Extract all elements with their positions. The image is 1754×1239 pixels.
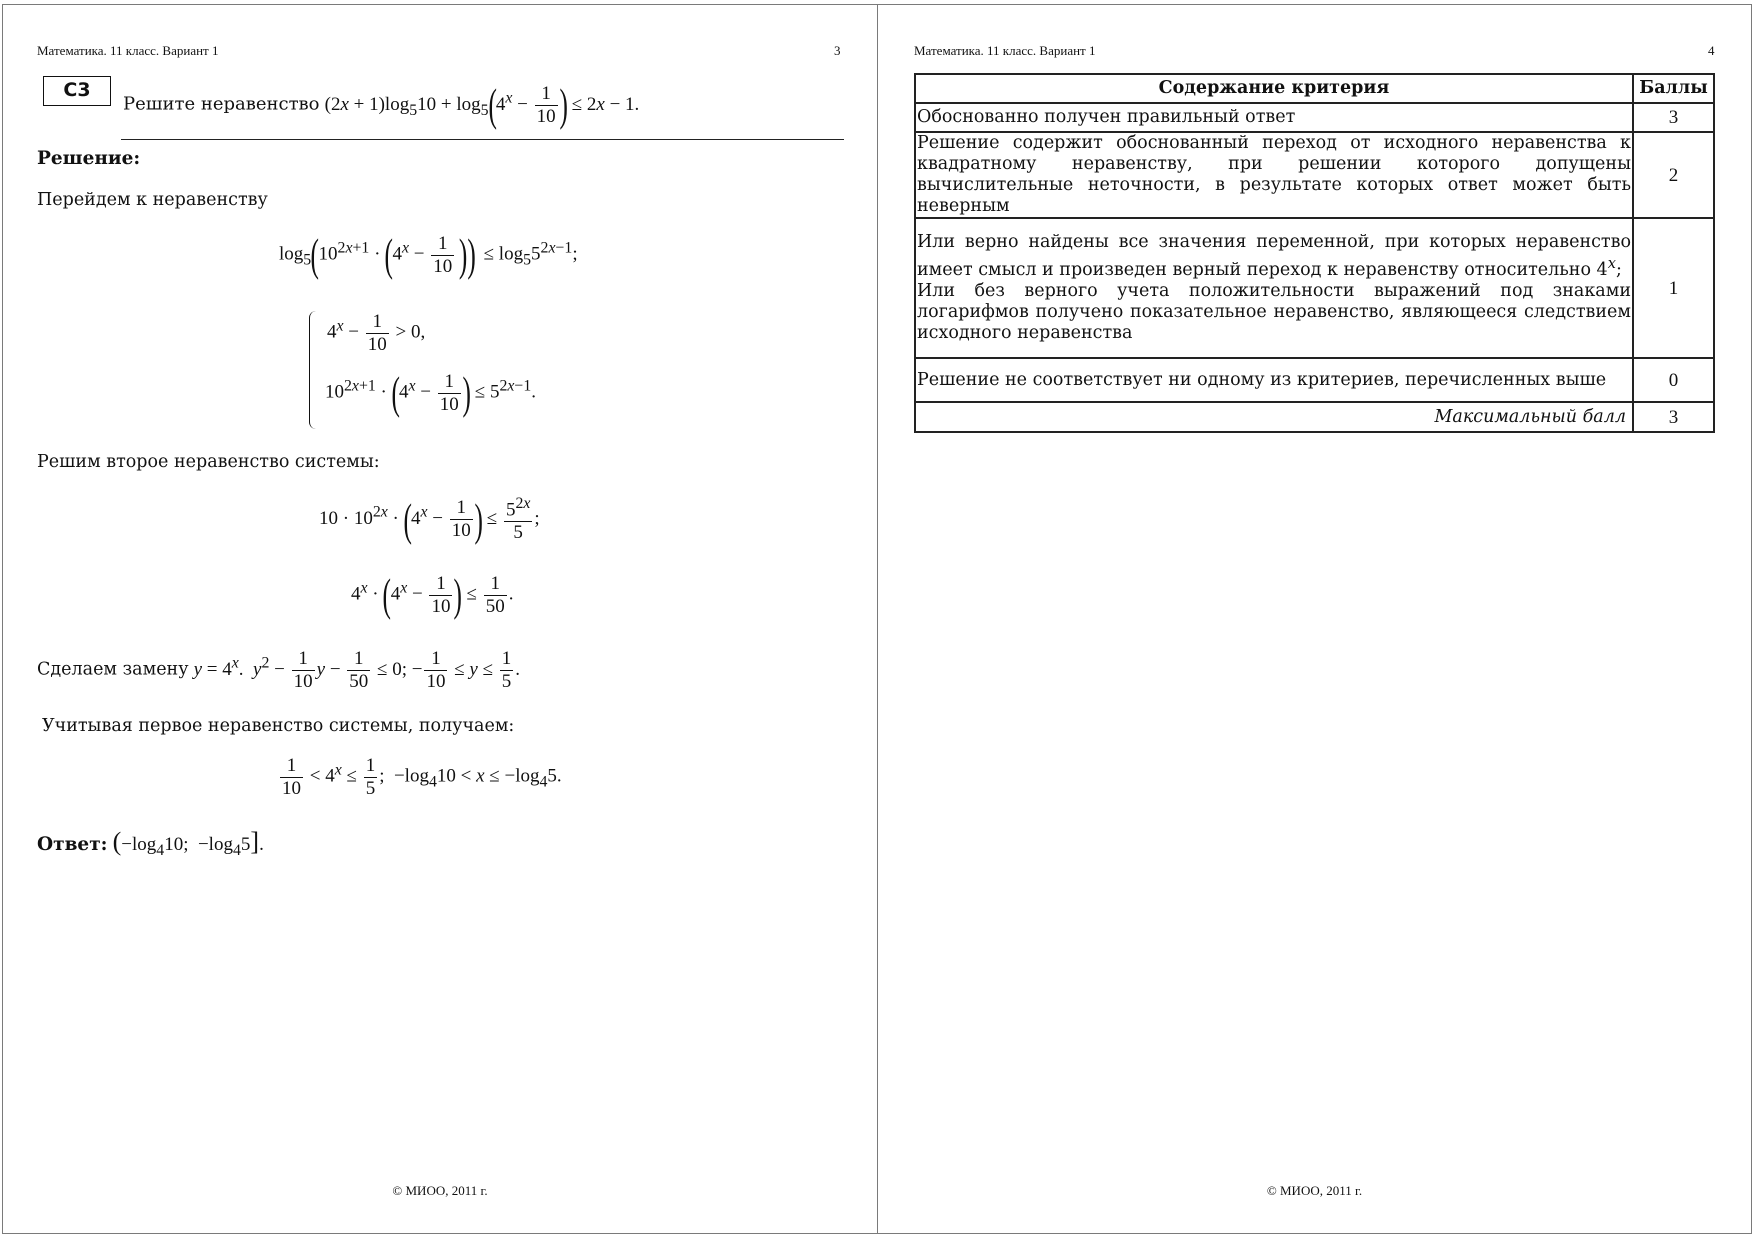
step-text-3: Сделаем замену xyxy=(37,659,189,680)
page-header: Математика. 11 класс. Вариант 1 xyxy=(37,43,219,58)
criterion-text-b: Или без верного учета положительности выражений под знаками логарифмов получено показательное неравенство, являющееся следствием исходного неравенства xyxy=(917,280,1631,343)
step-text-4: Учитывая первое неравенство системы, получаем: xyxy=(42,716,515,736)
answer-formula: ($-\log_410$; $-\log_45$]. xyxy=(112,827,264,859)
table-row xyxy=(915,103,1714,132)
page-4 xyxy=(877,4,1752,1234)
page-number: 4 xyxy=(1708,43,1715,58)
max-score-value: 3 xyxy=(1633,402,1714,432)
substitution-line xyxy=(37,648,520,693)
answer-label: Ответ: xyxy=(37,834,108,855)
table-row xyxy=(915,358,1714,402)
criterion-points: 2 xyxy=(1633,132,1714,218)
page-header: Математика. 11 класс. Вариант 1 xyxy=(914,43,1096,58)
criterion-text: Решение содержит обоснованный переход от исходного неравенства к квадратному неравенству, при решении которого допущены вычислительные неточности, в результате которых ответ может быть неверным xyxy=(917,133,1631,216)
step-text-2: Решим второе неравенство системы: xyxy=(37,452,380,472)
formula-result: $\frac{1}{10}$ < $4^x$ ≤ $\frac{1}{5}$ ; $-\log_410 < x \le -\log_45$. xyxy=(282,755,562,799)
page-footer: © МИОО, 2011 г. xyxy=(1266,1183,1363,1198)
criterion-text xyxy=(915,218,1633,358)
answer-line xyxy=(37,827,264,860)
system-line-2: $10^{2x+1} \cdot (4^x$ − $\frac{1}{10}$ ) ≤ $5^{2x-1}$. xyxy=(325,367,537,419)
task-underline xyxy=(121,139,844,140)
solution-heading: Решение: xyxy=(37,148,141,169)
criterion-text-a: Или верно найдены все значения переменной, при которых неравенство имеет смысл и произведен верный переход к неравенству относительно 4 xyxy=(917,232,1631,280)
criterion-text: Решение не соответствует ни одному из критериев, перечисленных выше xyxy=(915,358,1633,402)
col-header-content: Содержание критерия xyxy=(915,74,1633,103)
system-brace xyxy=(309,311,316,429)
criterion-points: 3 xyxy=(1633,103,1714,132)
criterion-text-a-sup: x xyxy=(1607,255,1616,273)
task-formula: $(2x + 1)\log_510 + \log_5(4^x$ − $\frac{1}{10}$ ) ≤ 2x − 1. xyxy=(324,79,640,131)
formula-log-ineq: $\log_5(10^{2x+1} \cdot (4^x$ − $\frac{1}{10}$ )) ≤ $\log_55^{2x-1}$; xyxy=(279,229,578,281)
col-header-points: Баллы xyxy=(1633,74,1714,103)
criterion-text: Обоснованно получен правильный ответ xyxy=(915,103,1633,132)
max-score-label: Максимальный балл xyxy=(915,402,1633,432)
table-max-row xyxy=(915,402,1714,432)
formula-second-2: $4^x \cdot (4^x$ − $\frac{1}{10}$ ) ≤ $\frac{1}{50}$ . xyxy=(351,569,514,621)
task-label: C3 xyxy=(43,76,111,106)
step-text-1: Перейдем к неравенству xyxy=(37,190,268,210)
formula-second-1: $10 \cdot 10^{2x} \cdot (4^x$ − $\frac{1}{10}$ ) ≤ $\frac{5^{2x}}{5}$ ; xyxy=(319,493,540,545)
page-footer: © МИОО, 2011 г. xyxy=(392,1183,488,1198)
task-text: Решите неравенство xyxy=(123,93,320,115)
criterion-points: 0 xyxy=(1633,358,1714,402)
substitution-formula: $y = 4^x$. $y^2$ − $\frac{1}{10}$ y − $\frac{1}{50}$ ≤ 0; − $\frac{1}{10}$ ≤ y ≤ $\frac{1}{5}$ . xyxy=(193,648,521,692)
page-3 xyxy=(2,4,878,1234)
task-statement xyxy=(123,79,640,131)
criterion-text-a-end: ; xyxy=(1615,259,1622,280)
table-row xyxy=(915,218,1714,358)
page-number: 3 xyxy=(834,43,841,58)
system-line-1: $4^x$ − $\frac{1}{10}$ > 0, xyxy=(327,311,426,355)
criterion-points: 1 xyxy=(1633,218,1714,358)
table-header-row xyxy=(915,74,1714,103)
table-row xyxy=(915,132,1714,218)
criteria-table xyxy=(914,73,1715,433)
